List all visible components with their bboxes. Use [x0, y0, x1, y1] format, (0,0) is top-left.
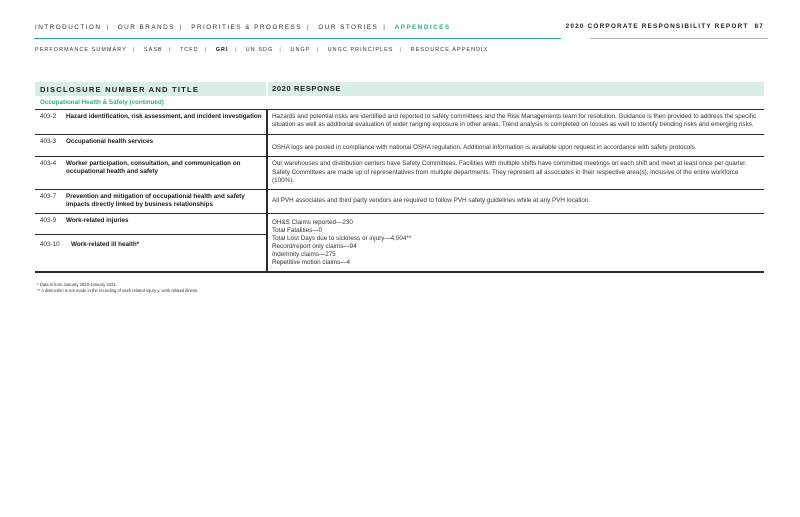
header-disclosure: DISCLOSURE NUMBER AND TITLE — [40, 84, 200, 94]
response-text: OSHA logs are posted in compliance with national OSHA regulation. Additional information is available upon request in accordance with safety protocols. — [272, 143, 697, 151]
table-row — [35, 157, 764, 190]
disclosure-title: Work-related ill health* — [71, 241, 140, 249]
response-line: Record/report only claims—94 — [272, 243, 357, 251]
subnav-sasb[interactable]: SASB — [143, 47, 163, 53]
response-line: Indemnity claims—275 — [272, 251, 336, 259]
nav-divider-accent — [34, 38, 561, 39]
nav-our-stories[interactable]: OUR STORIES — [318, 24, 379, 31]
subnav-separator: | — [234, 47, 238, 53]
section-title: Occupational Health & Safety (continued) — [35, 96, 764, 110]
footnotes — [37, 282, 198, 294]
subnav-separator: | — [316, 47, 319, 53]
subnav-un-sdg[interactable]: UN SDG — [245, 47, 274, 53]
disclosure-title: Occupational health services — [66, 137, 154, 145]
subnav-separator: | — [279, 47, 282, 53]
nav-priorities-progress[interactable]: PRIORITIES & PROGRESS — [191, 24, 302, 31]
table-header — [35, 82, 764, 96]
disclosure-title: Work-related injuries — [66, 217, 129, 225]
disclosure-title: Worker participation, consultation, and communication on occupational health and safety — [66, 160, 241, 176]
disclosure-number: 403-10 — [40, 241, 60, 249]
response-cell: Our warehouses and distribution centers have Safety Committees. Facilities with multiple shifts have committee meetings on each shift and meet at least once per quarter. Safety Committees are made up of representatives from multiple departments. They represent all associates in their respective area(s), inclusive of the entire workforce (100%). — [266, 157, 764, 189]
table-row — [35, 190, 764, 214]
disclosure-cell — [35, 110, 266, 134]
response-cell — [266, 135, 764, 156]
subnav-performance-summary[interactable]: PERFORMANCE SUMMARY — [35, 47, 127, 53]
subnav-separator: | — [204, 47, 208, 53]
report-title: 2020 CORPORATE RESPONSIBILITY REPORT — [565, 23, 749, 30]
nav-separator: | — [383, 24, 387, 31]
top-nav — [35, 24, 451, 31]
sub-nav — [35, 47, 488, 53]
response-line: Total Fatalities—0 — [272, 227, 323, 235]
nav-separator: | — [306, 24, 311, 31]
disclosure-cell — [35, 135, 266, 156]
response-line: Total Lost Days due to sickness or injury—4,004** — [272, 235, 412, 243]
nav-separator: | — [106, 24, 110, 31]
disclosure-number: 403-4 — [40, 160, 57, 168]
nav-introduction[interactable]: INTRODUCTION — [35, 24, 102, 31]
page-number: 87 — [754, 23, 764, 30]
subnav-separator: | — [168, 47, 172, 53]
disclosure-cell — [35, 190, 266, 213]
header-divider — [590, 38, 768, 39]
subnav-gri[interactable]: GRI — [215, 47, 229, 53]
response-cell — [266, 214, 764, 271]
response-cell: Hazards and potential risks are identified and reported to safety committees and the Risk Managements team for resolution. Guidance is then provided to address the specific situation as well as additional evaluation of wider ranging exposure in other areas. Trend analysis is completed on losses as well to identify trending risks and emerging risks. — [266, 110, 764, 134]
disclosure-number: 403-2 — [40, 113, 57, 120]
nav-our-brands[interactable]: OUR BRANDS — [117, 24, 175, 31]
subnav-tcfd[interactable]: TCFD — [179, 47, 199, 53]
disclosure-title: Hazard identification, risk assessment, and incident investigation — [66, 113, 262, 120]
response-line: OH&S Claims reported—230 — [272, 219, 353, 227]
disclosure-number: 403-9 — [40, 217, 57, 225]
disclosure-number: 403-7 — [40, 193, 57, 201]
subnav-separator: | — [132, 47, 136, 53]
response-line: Repetitive motion claims—4 — [272, 259, 351, 267]
subnav-ungc-principles[interactable]: UNGC PRINCIPLES — [327, 47, 394, 53]
subnav-separator: | — [399, 47, 403, 53]
disclosure-cell — [35, 157, 266, 189]
disclosure-title: Prevention and mitigation of occupational health and safety impacts directly linked by business relationships — [66, 193, 245, 209]
response-cell — [266, 190, 764, 213]
header-response: 2020 RESPONSE — [266, 82, 764, 96]
table-row — [35, 110, 764, 135]
nav-separator: | — [179, 24, 184, 31]
gri-disclosure-table — [35, 82, 764, 273]
disclosure-cell — [35, 214, 266, 271]
subnav-resource-appendix[interactable]: RESOURCE APPENDIX — [410, 47, 489, 53]
nav-appendices[interactable]: APPENDICES — [394, 24, 451, 31]
report-header — [566, 23, 764, 30]
disclosure-number: 403-3 — [40, 137, 57, 145]
response-text: All PVH associates and third party vendors are required to follow PVH safety guidelines while at any PVH location. — [272, 197, 591, 205]
footnote: * Data is from January 2020-January 2021. — [37, 282, 117, 287]
table-row — [35, 135, 764, 157]
subnav-ungp[interactable]: UNGP — [290, 47, 311, 53]
table-row — [35, 214, 764, 273]
footnote: ** A distinction is not made in the recording of work related injury v. work related illness. — [37, 287, 199, 293]
